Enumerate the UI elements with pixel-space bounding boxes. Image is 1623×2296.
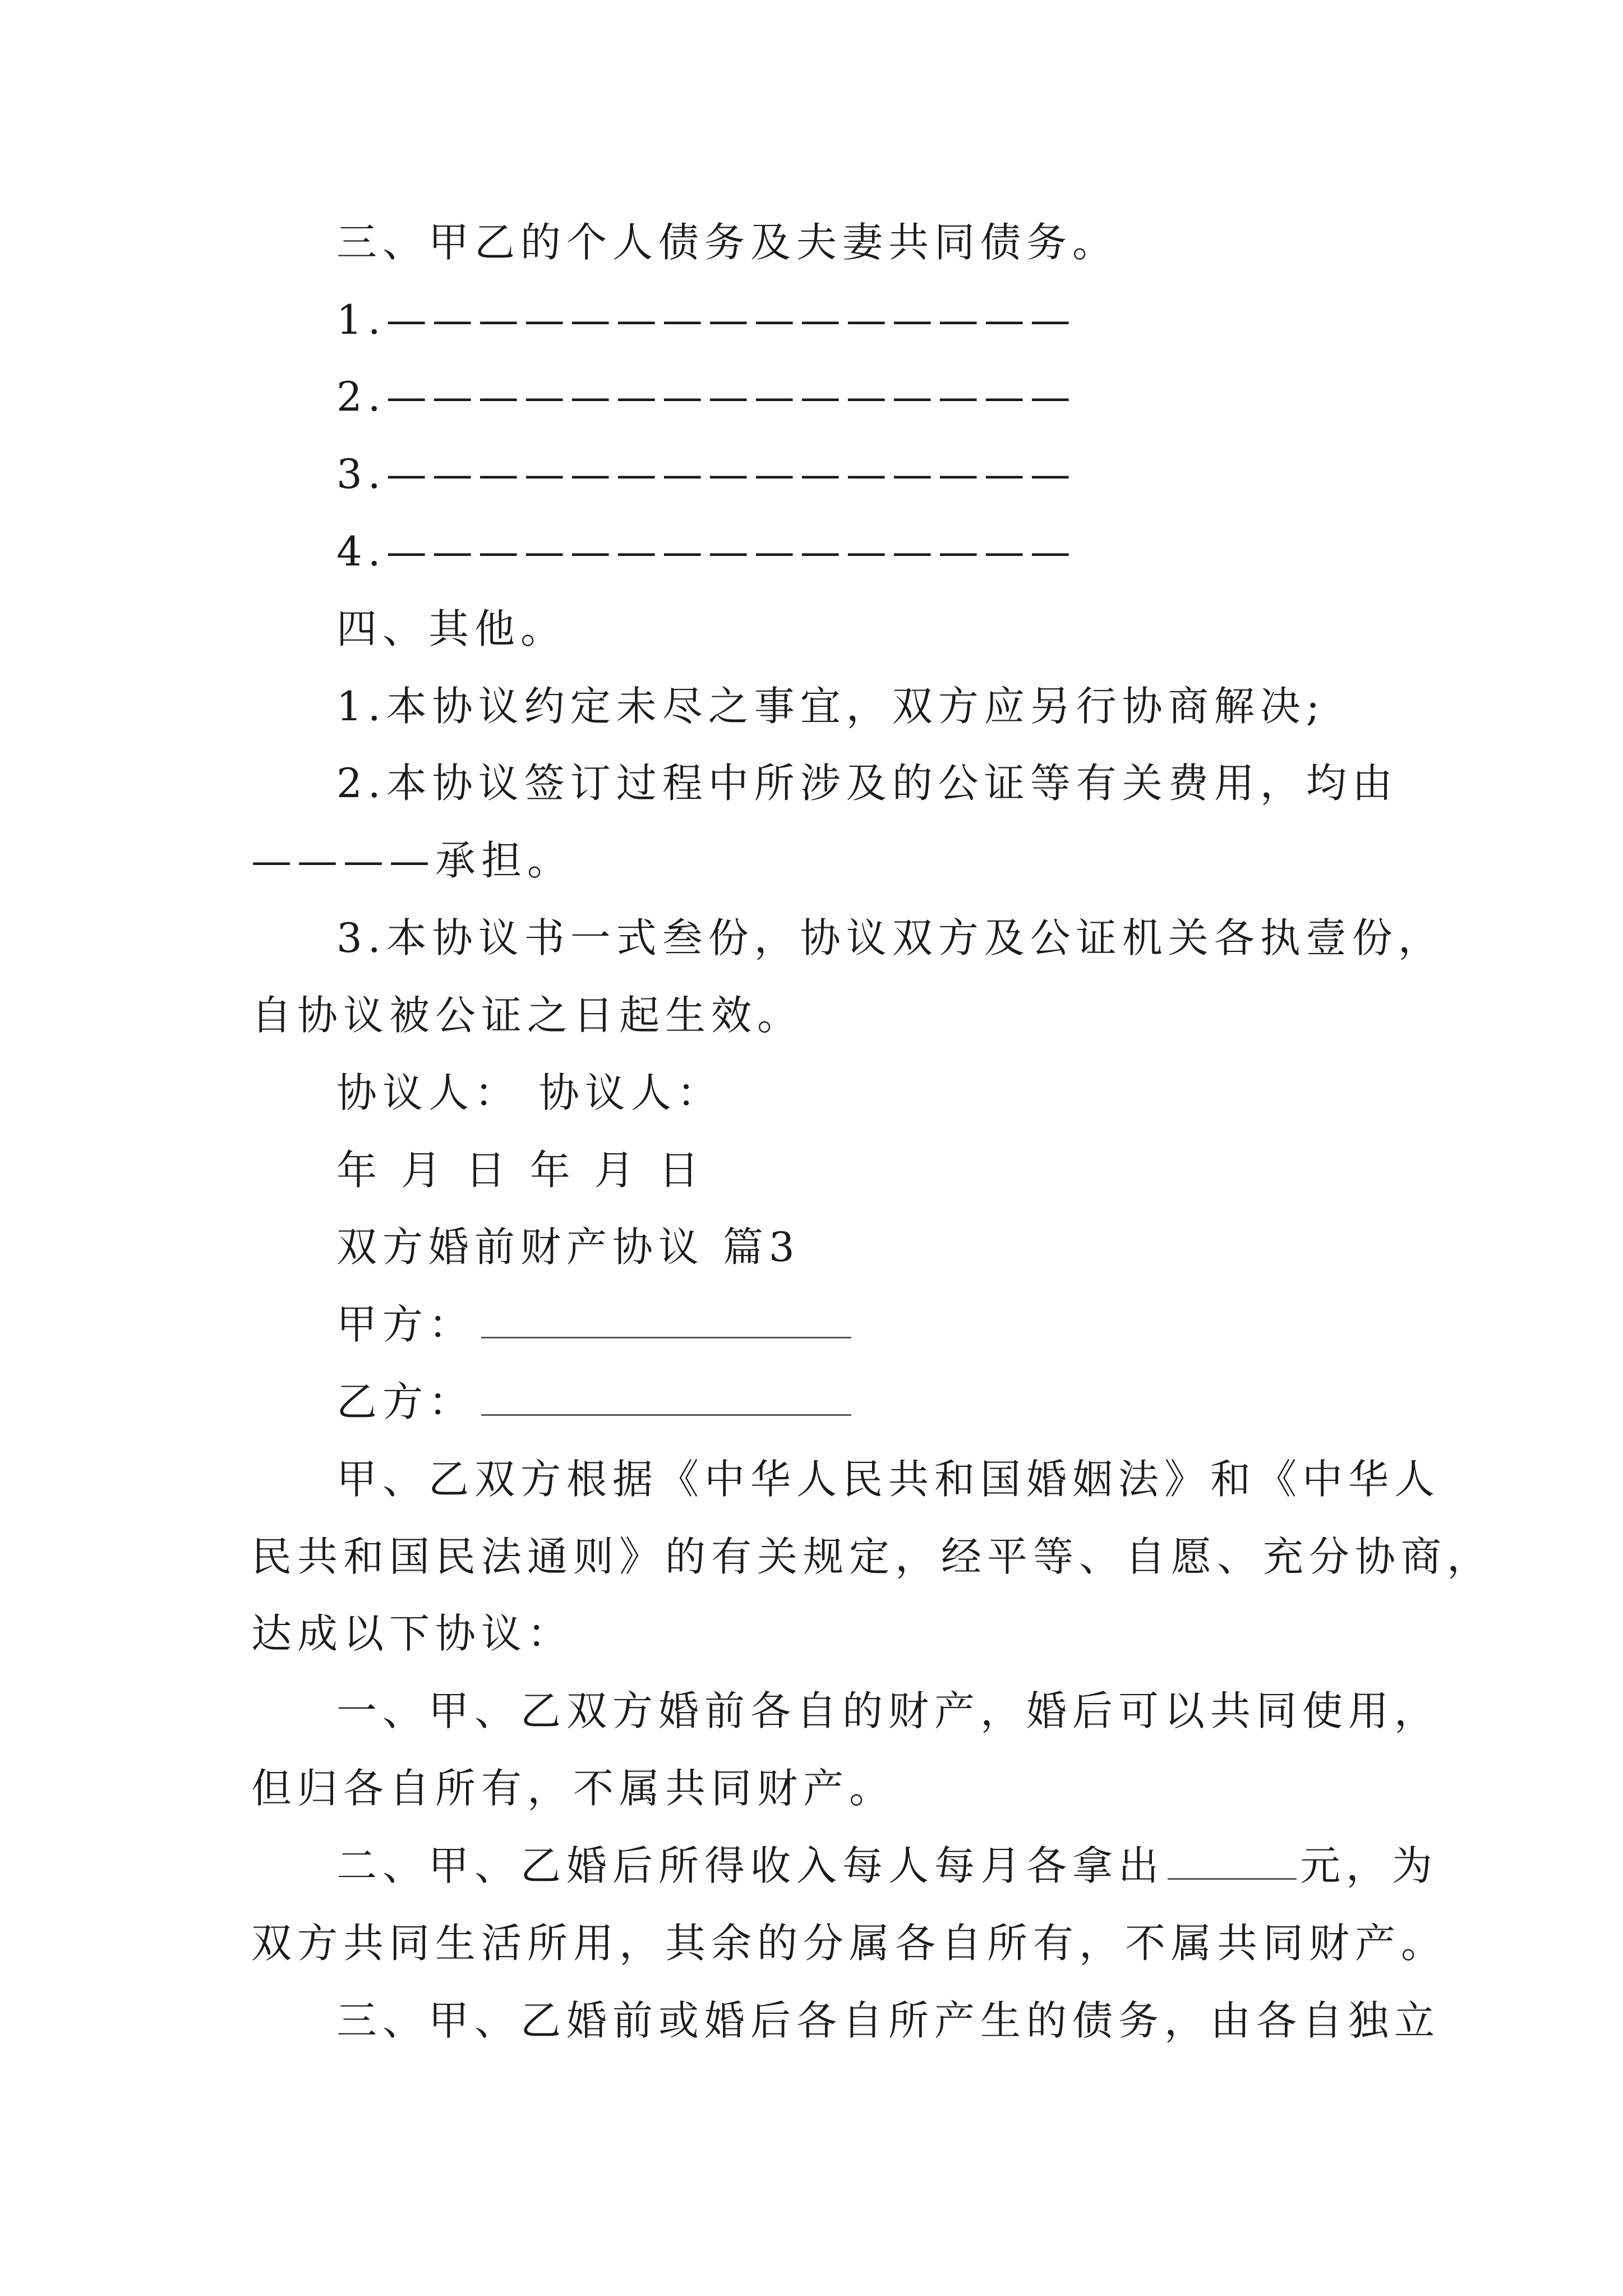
clause-2-text-b: 元，为 [1300,1842,1438,1889]
other-item-3-cont: 自协议被公证之日起生效。 [251,992,804,1039]
party-b-label: 乙方： [336,1378,475,1425]
date-line: 年 月 日 年 月 日 [336,1147,705,1194]
preamble-line-1: 甲、乙双方根据《中华人民共和国婚姻法》和《中华人 [336,1456,1441,1503]
section-3-heading: 三、甲乙的个人债务及夫妻共同债务。 [336,219,1119,266]
preamble-line-2: 民共和国民法通则》的有关规定，经平等、自愿、充分协商， [251,1533,1493,1580]
party-a-blank[interactable] [481,1303,851,1338]
party-a-line [336,1296,851,1352]
clause-1-line-1: 一、甲、乙双方婚前各自的财产，婚后可以共同使用， [336,1687,1441,1734]
party-b-blank[interactable] [481,1381,851,1416]
party-b-line [336,1374,851,1430]
debt-item-2: 2.——————————————— [336,373,1076,420]
clause-2-text-a: 二、甲、乙婚后所得收入每人每月各拿出 [336,1842,1165,1889]
debt-item-3: 3.——————————————— [336,450,1076,498]
debt-item-1: 1.——————————————— [336,296,1076,343]
clause-3-line-1: 三、甲、乙婚前或婚后各自所产生的债务，由各自独立 [336,1997,1441,2044]
party-a-label: 甲方： [336,1301,475,1348]
preamble-line-3: 达成以下协议： [251,1610,574,1657]
clause-2-line-1 [336,1838,1438,1894]
signatory-line: 协议人： 协议人： [336,1069,723,1116]
other-item-3: 3.本协议书一式叁份，协议双方及公证机关各执壹份， [336,914,1444,961]
debt-item-4: 4.——————————————— [336,528,1076,575]
section-4-heading: 四、其他。 [336,605,567,652]
clause-1-line-2: 但归各自所有，不属共同财产。 [251,1765,896,1812]
clause-2-line-2: 双方共同生活所用，其余的分属各自所有，不属共同财产。 [251,1920,1447,1967]
other-item-2-cont: ————承担。 [251,837,574,884]
other-item-1: 1.本协议约定未尽之事宜，双方应另行协商解决; [336,683,1325,730]
agreement-title: 双方婚前财产协议 篇3 [336,1223,800,1271]
other-item-2: 2.本协议签订过程中所涉及的公证等有关费用，均由 [336,760,1398,807]
amount-blank[interactable] [1168,1844,1297,1880]
